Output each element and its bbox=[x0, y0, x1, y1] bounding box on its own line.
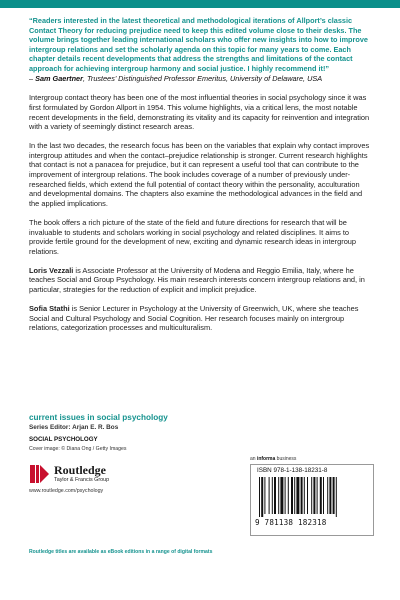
barcode-bar bbox=[269, 477, 270, 514]
endorser-title: , Trustees’ Distinguished Professor Emeritus, University of Delaware, USA bbox=[82, 73, 323, 83]
barcode-bar bbox=[285, 477, 286, 514]
barcode-bar bbox=[291, 477, 293, 514]
barcode-box bbox=[250, 464, 374, 536]
barcode-bar bbox=[320, 477, 322, 514]
author-bio-text: is Associate Professor at the University of Modena and Reggio Emilia, Italy, where he teaches Social and Group Psychology. His main research interests concern intergroup relations and, in particular, strategies for the reduction of explicit and implicit prejudice. bbox=[29, 265, 365, 295]
barcode-bar bbox=[294, 477, 295, 514]
informa-brand: informa bbox=[256, 456, 276, 462]
barcode-bar bbox=[278, 477, 279, 514]
barcode-bar bbox=[261, 477, 263, 517]
barcode-bar bbox=[274, 477, 276, 514]
barcode-bar bbox=[280, 477, 283, 514]
publisher-url: www.routledge.com/psychology bbox=[29, 488, 104, 494]
barcode-bar bbox=[272, 477, 273, 514]
publisher-group: Taylor & Francis Group bbox=[54, 477, 110, 483]
barcode-bar bbox=[259, 477, 260, 517]
description-paragraph-3: The book offers a rich picture of the state of the field and future directions for research that will be invaluable to students and scholars working in social psychology and related disciplines. It aims to provide fertile ground for the development of new, exciting and dynamic research ideas in intergroup relations. bbox=[29, 217, 357, 256]
subject-category: SOCIAL PSYCHOLOGY bbox=[29, 436, 98, 443]
isbn-text: ISBN 978-1-138-18231-8 bbox=[257, 467, 328, 474]
barcode-bar bbox=[301, 477, 303, 514]
attribution-dash: – bbox=[29, 73, 36, 83]
author-bio-text: is Senior Lecturer in Psychology at the University of Greenwich, UK, where she teaches Social and Cultural Psychology and Social Cognition. Her research focuses mainly on intergroup relations, categorization processes and multiculturalism. bbox=[29, 303, 359, 333]
publisher-name: Routledge bbox=[54, 463, 106, 477]
barcode-bar bbox=[307, 477, 308, 514]
barcode-bar bbox=[311, 477, 312, 514]
endorsement-attribution bbox=[29, 74, 372, 84]
barcode-digits: 9 781138 182318 bbox=[255, 518, 327, 527]
series-block bbox=[29, 413, 372, 432]
barcode-bar bbox=[288, 477, 289, 514]
top-accent-bar bbox=[0, 0, 400, 8]
barcode-bar bbox=[304, 477, 305, 514]
barcode-bar bbox=[264, 477, 265, 514]
author-bio-1 bbox=[29, 266, 372, 295]
cover-image-credit: Cover image: © Diana Ong / Getty Images bbox=[29, 446, 127, 452]
author-name: Sofia Stathi bbox=[29, 303, 70, 313]
barcode-bar bbox=[333, 477, 335, 514]
endorsement-quote: “Readers interested in the latest theoretical and methodological iterations of Allport’s classic Contact Theory for reducing prejudice need to keep this edited volume close to their desks. The volume brings together leading international scholars who offer new insights into how to improve intergroup relations and set the scholarly agenda on this topic for many years to come. Each chapter details recent developments that address the strengths and limitations of the contact approach for achieving intergroup harmony and social justice. I highly recommend it!” bbox=[29, 16, 368, 73]
author-name: Loris Vezzali bbox=[29, 265, 74, 275]
description-paragraph-2: In the last two decades, the research focus has been on the variables that explain why contact improves intergroup attitudes and when the contact–prejudice relationship is stronger. Current research highlights that contact is not a panacea for prejudice, but it can represent a useful tool that can contribute to the improvement of intergroup relations. The book includes coverage of a number of previously under-researched fields, which extend the full potential of contact theory within the personality, acculturation and developmental domains. The chapters also examine the methodological advances in the field and the applied implications. bbox=[29, 140, 370, 209]
barcode-bar bbox=[336, 477, 337, 517]
author-bio-2 bbox=[29, 304, 372, 333]
informa-suffix: business bbox=[275, 456, 297, 462]
barcode-bar bbox=[296, 477, 299, 514]
ebook-footer: Routledge titles are available as eBook editions in a range of digital formats bbox=[29, 549, 213, 555]
informa-line bbox=[250, 456, 296, 462]
endorser-name: Sam Gaertner bbox=[35, 73, 83, 83]
barcode-graphic bbox=[257, 477, 367, 517]
series-title: current issues in social psychology bbox=[29, 413, 168, 422]
main-text bbox=[29, 16, 372, 333]
barcode-bar bbox=[313, 477, 315, 514]
barcode-bar bbox=[323, 477, 324, 514]
barcode-bar bbox=[327, 477, 328, 514]
description-paragraph-1: Intergroup contact theory has been one of the most influential theories in social psychology since it was first formulated by Gordon Allport in 1954. This volume highlights, via a critical lens, the most notable recent developments in the field, demonstrating its vitality and its capacity for reinvention and integration with a variety of seemingly distinct research areas. bbox=[29, 93, 370, 132]
series-editor: Series Editor: Arjan E. R. Bos bbox=[29, 424, 119, 431]
publisher-logo bbox=[29, 463, 179, 503]
routledge-logo-icon bbox=[29, 463, 51, 485]
barcode-bar bbox=[317, 477, 318, 514]
barcode-bar bbox=[329, 477, 331, 514]
informa-prefix: an bbox=[250, 456, 257, 462]
